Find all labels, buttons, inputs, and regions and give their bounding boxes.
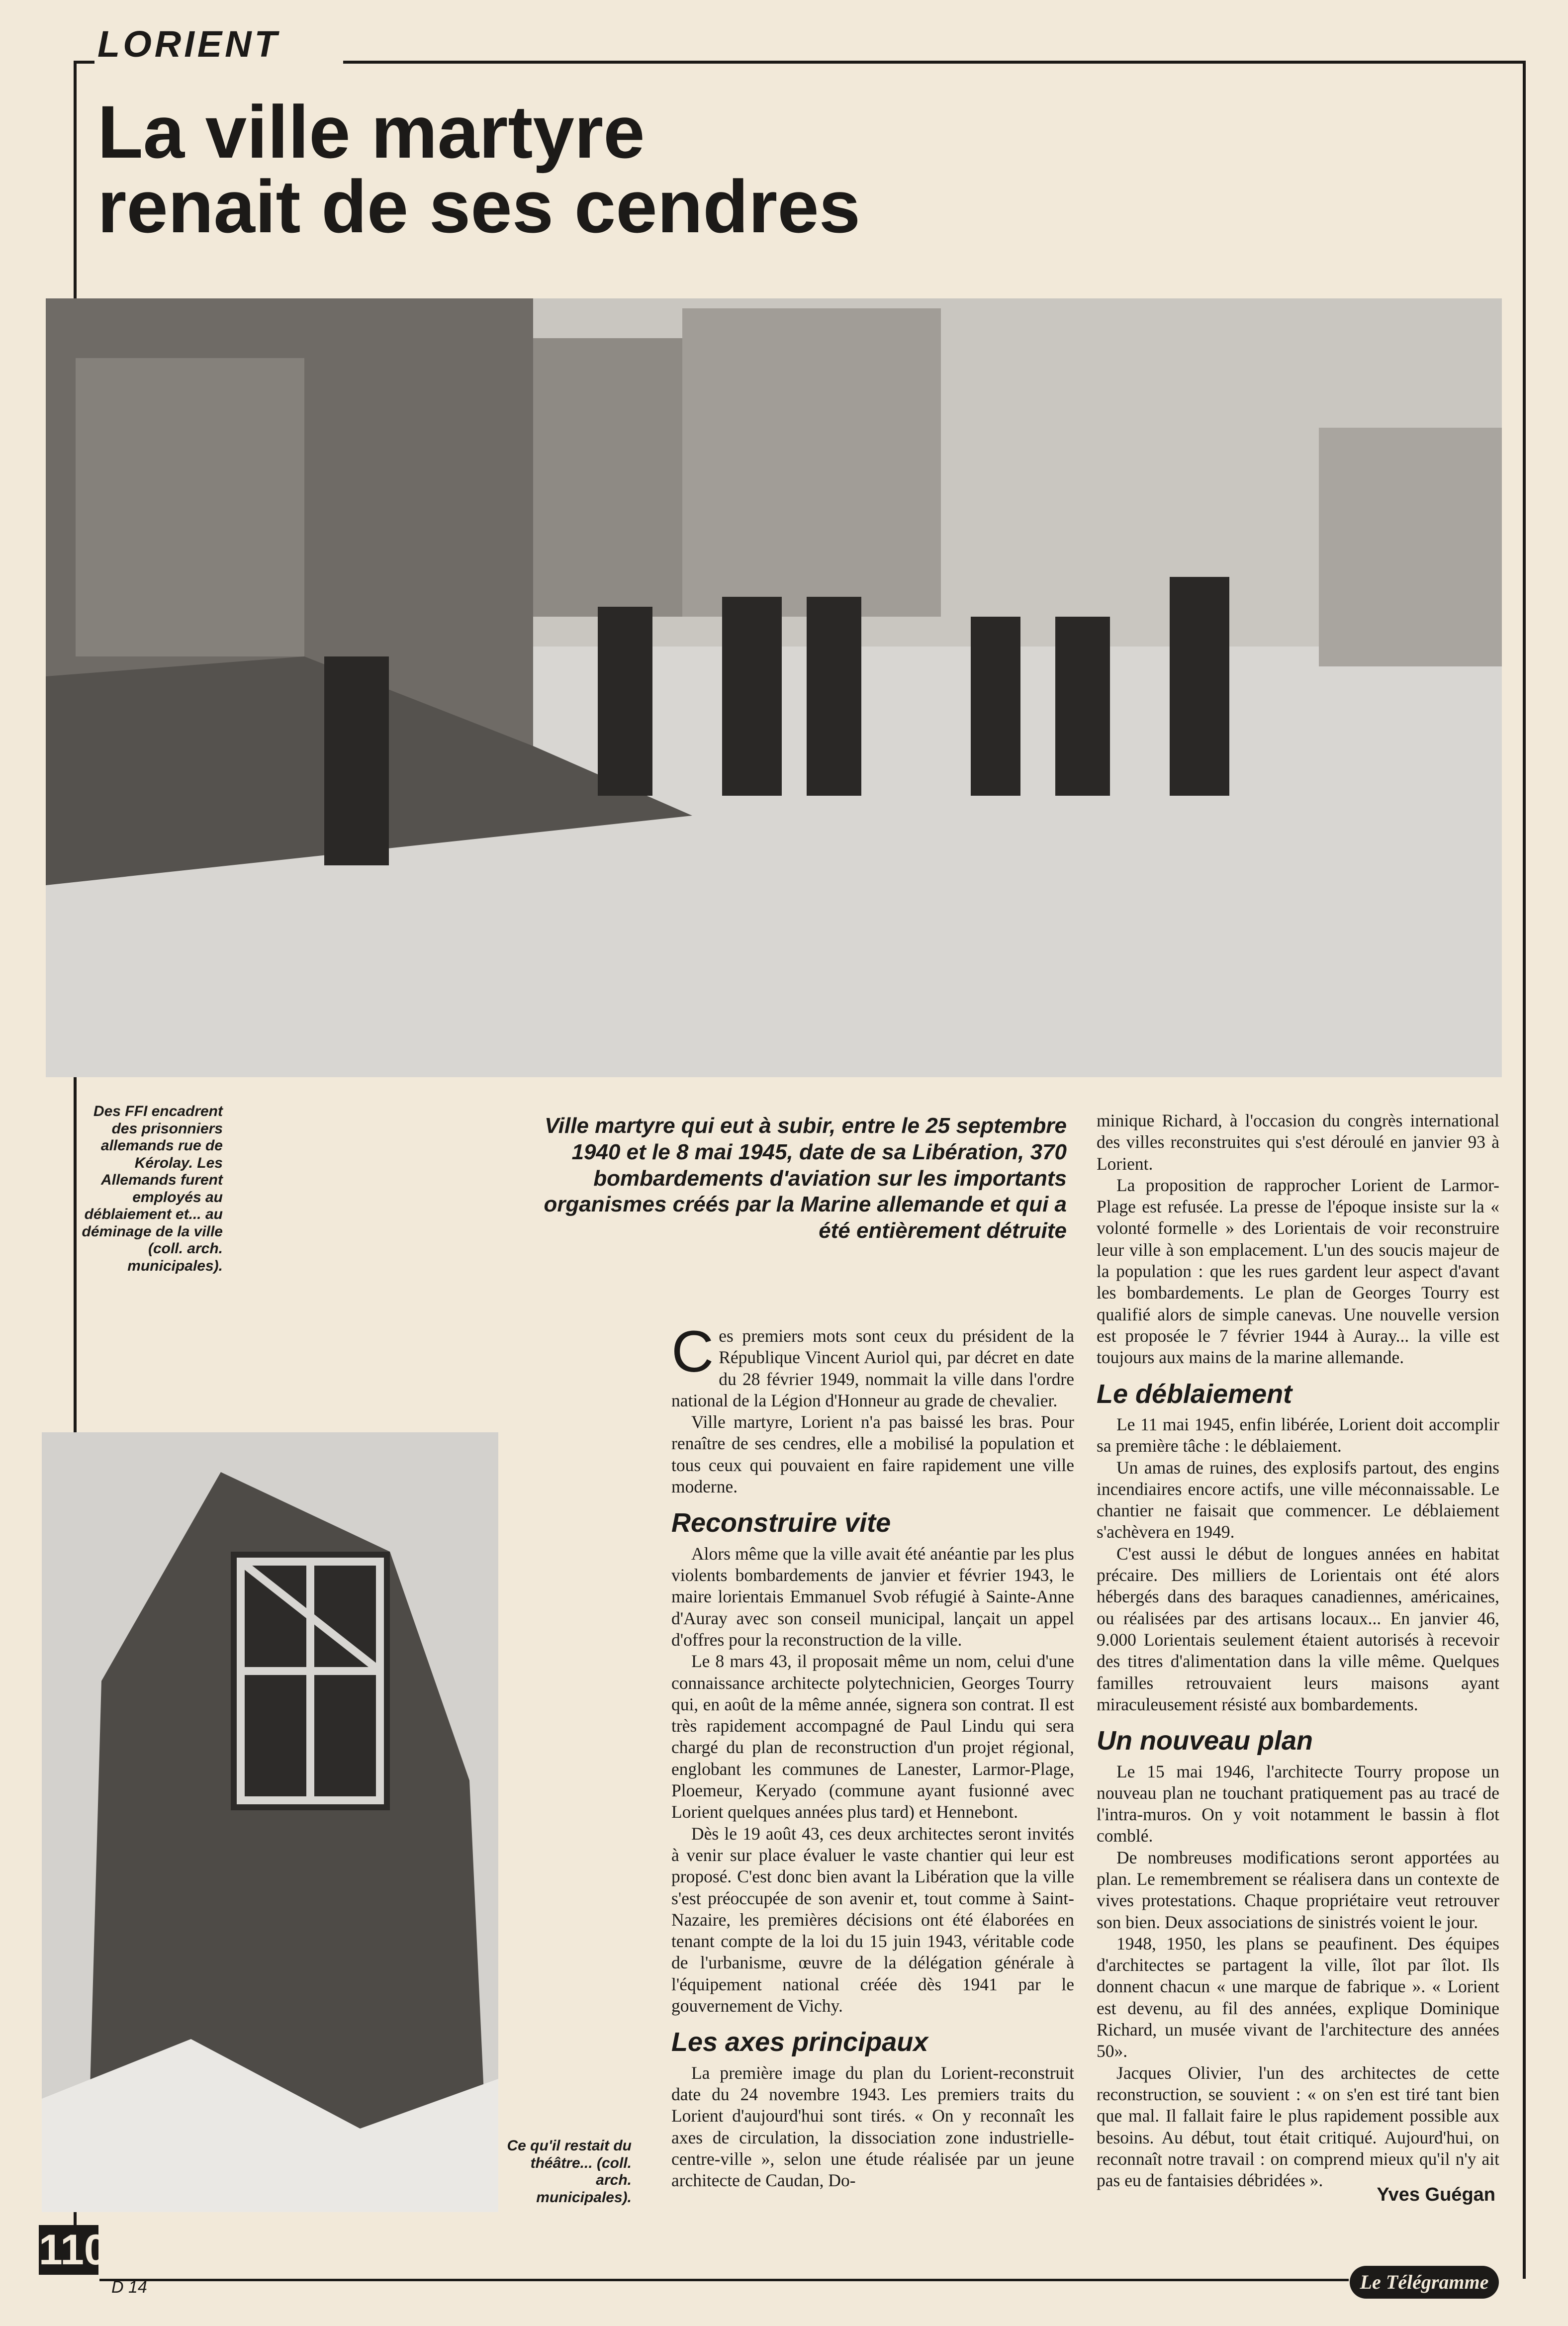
headline-line-2: renait de ses cendres (97, 165, 861, 248)
kicker: LORIENT (97, 23, 280, 65)
paragraph: Dès le 19 août 43, ces deux architectes seront invités à venir sur place évaluer le vaste chantier qui leur est proposé. C'est donc bien avant la Libération que la ville s'est préoccupée de son avenir et, tout comme à Saint-Nazaire, les premières décisions ont été élaborées en tenant compte de la loi du 15 juin 1943, véritable code de l'urbanisme, œuvre de la délégation générale à l'équipement national créée dès 1941 par le gouvernement de Vichy. (671, 1823, 1074, 2016)
main-photo (46, 298, 1502, 1077)
paragraph: Le 15 mai 1946, l'architecte Tourry propose un nouveau plan ne touchant pratiquement pas au tracé de l'intra-muros. On y voit notamment le bassin à flot comblé. (1097, 1761, 1499, 1846)
drop-cap: C (671, 1319, 714, 1385)
paragraph: De nombreuses modifications seront apportées au plan. Le remembrement se réalisera dans un contexte de vives protestations. Chaque propriétaire veut retrouver son bien. Deux associations de sinistrés voient le jour. (1097, 1847, 1499, 1932)
paragraph: Ville martyre, Lorient n'a pas baissé les bras. Pour renaître de ses cendres, elle a mobilisé la population et tous ceux qui pouvaient en faire rapidement une ville moderne. (671, 1412, 1074, 1497)
headline-line-1: La ville martyre (97, 90, 645, 174)
paragraph: Jacques Olivier, l'un des architectes de cette reconstruction, se souvient : « on s'en est tiré tant bien que mal. Il fallait faire le plus rapidement possible aux besoins. Au début, tout était critiqué. Aujourd'hui, on reconnaît notre travail : on comprend mieux qu'il n'y ait pas eu de fantaisies débridées ». (1097, 2062, 1499, 2191)
subheading-nouveau-plan: Un nouveau plan (1097, 1726, 1313, 1756)
theatre-photo-caption: Ce qu'il restait du théâtre... (coll. arch. municipales). (507, 2138, 632, 2206)
author-signature: Yves Guégan (1377, 2184, 1495, 2205)
main-photo-caption: Des FFI encadrent des prisonniers allemands rue de Kérolay. Les Allemands furent employés au déblaiement et... au déminage de la ville (coll. arch. municipales). (82, 1103, 223, 1274)
paragraph: Le 8 mars 43, il proposait même un nom, celui d'une connaissance architecte polytechnicien, Georges Tourry qui, en août de la même année, signera son contrat. Il est très rapidement accompagné de Paul Lindu qui sera chargé du plan de reconstruction d'un projet régional, englobant les communes de Lanester, Larmor-Plage, Ploemeur, Keryado (commune ayant fusionné avec Lorient quelques années plus tard) et Hennebont. (671, 1651, 1074, 1822)
subheading-deblaiement: Le déblaiement (1097, 1379, 1292, 1409)
paragraph: La proposition de rapprocher Lorient de Larmor-Plage est refusée. La presse de l'époque insiste sur la « volonté formelle » des Lorientais de voir reconstruire leur ville à son emplacement. L'un des soucis majeur de la population : que les rues gardent leur aspect d'avant les bombardements. Le plan de Georges Tourry est qualifié alors de simple canevas. Une nouvelle version est proposée le 7 février 1944 à Auray... la ville est toujours aux mains de la marine allemande. (1097, 1175, 1499, 1368)
paragraph: C'est aussi le début de longues années en habitat précaire. Des milliers de Lorientais ont été alors hébergés dans des baraques canadiennes, américaines, ou réalisées par des artisans locaux... En janvier 46, 9.000 Lorientais seulement étaient autorisés à recevoir des titres d'alimentation dans la ville même. Quelques familles retrouvaient leurs maisons ayant miraculeusement résisté aux bombardements. (1097, 1543, 1499, 1714)
masthead-logo: Le Télégramme (1350, 2266, 1499, 2299)
paragraph: Alors même que la ville avait été anéantie par les plus violents bombardements de janvier et février 1943, le maire lorientais Emmanuel Svob réfugié à Sainte-Anne d'Auray avec son conseil municipal, lançait un appel d'offres pour la reconstruction de la ville. (671, 1543, 1074, 1650)
photo-theatre-ruins-icon (42, 1432, 498, 2212)
subheading-axes: Les axes principaux (671, 2027, 928, 2057)
frame-top-rule-left (74, 61, 94, 64)
paragraph: 1948, 1950, les plans se peaufinent. Des équipes d'architectes se partagent la ville, îlot par îlot. Ils donnent chacun « une marque de fabrique ». « Lorient est devenu, au fil des années, explique Dominique Richard, un musée vivant de l'architecture des années 50». (1097, 1933, 1499, 2061)
theatre-photo (42, 1432, 498, 2212)
subheading-reconstruire: Reconstruire vite (671, 1508, 891, 1538)
article-column-2 (1097, 1110, 1499, 2191)
photo-ruins-prisoners-icon (46, 298, 1502, 1077)
paragraph: La première image du plan du Lorient-reconstruit date du 24 novembre 1943. Les premiers traits du Lorient d'aujourd'hui sont tirés. « On y reconnaît les axes de circulation, la dissociation zone industrielle-centre-ville », selon une étude réalisée par un jeune architecte de Caudan, Do- (671, 2062, 1074, 2191)
frame-top-rule (343, 61, 1526, 64)
frame-right-rule (1523, 61, 1526, 2279)
paragraph-text: es premiers mots sont ceux du président de la République Vincent Auriol qui, par décret en date du 28 février 1949, nommait la ville dans l'ordre national de la Légion d'Honneur au grade de chevalier. (671, 1326, 1074, 1410)
headline (97, 90, 1092, 248)
chapo: Ville martyre qui eut à subir, entre le 25 septembre 1940 et le 8 mai 1945, date de sa Libération, 370 bombardements d'aviation sur les importants organismes créés par la Marine allemande et qui a été entièrement détruite (544, 1114, 1067, 1243)
paragraph: minique Richard, à l'occasion du congrès international des villes reconstruites qui s'est déroulé en janvier 93 à Lorient. (1097, 1111, 1499, 1174)
article-column-1 (671, 1319, 1074, 2191)
page-number: 110 (39, 2226, 108, 2274)
frame-bottom-rule (99, 2279, 1349, 2281)
paragraph: Le 11 mai 1945, enfin libérée, Lorient doit accomplir sa première tâche : le déblaiement. (1097, 1414, 1499, 1456)
paragraph: Un amas de ruines, des explosifs partout, des engins incendiaires encore actifs, une ville méconnaissable. Le chantier ne faisait que commencer. Le déblaiement s'achèvera en 1949. (1097, 1457, 1499, 1542)
paragraph (671, 1319, 1074, 1411)
section-code: D 14 (111, 2278, 147, 2297)
